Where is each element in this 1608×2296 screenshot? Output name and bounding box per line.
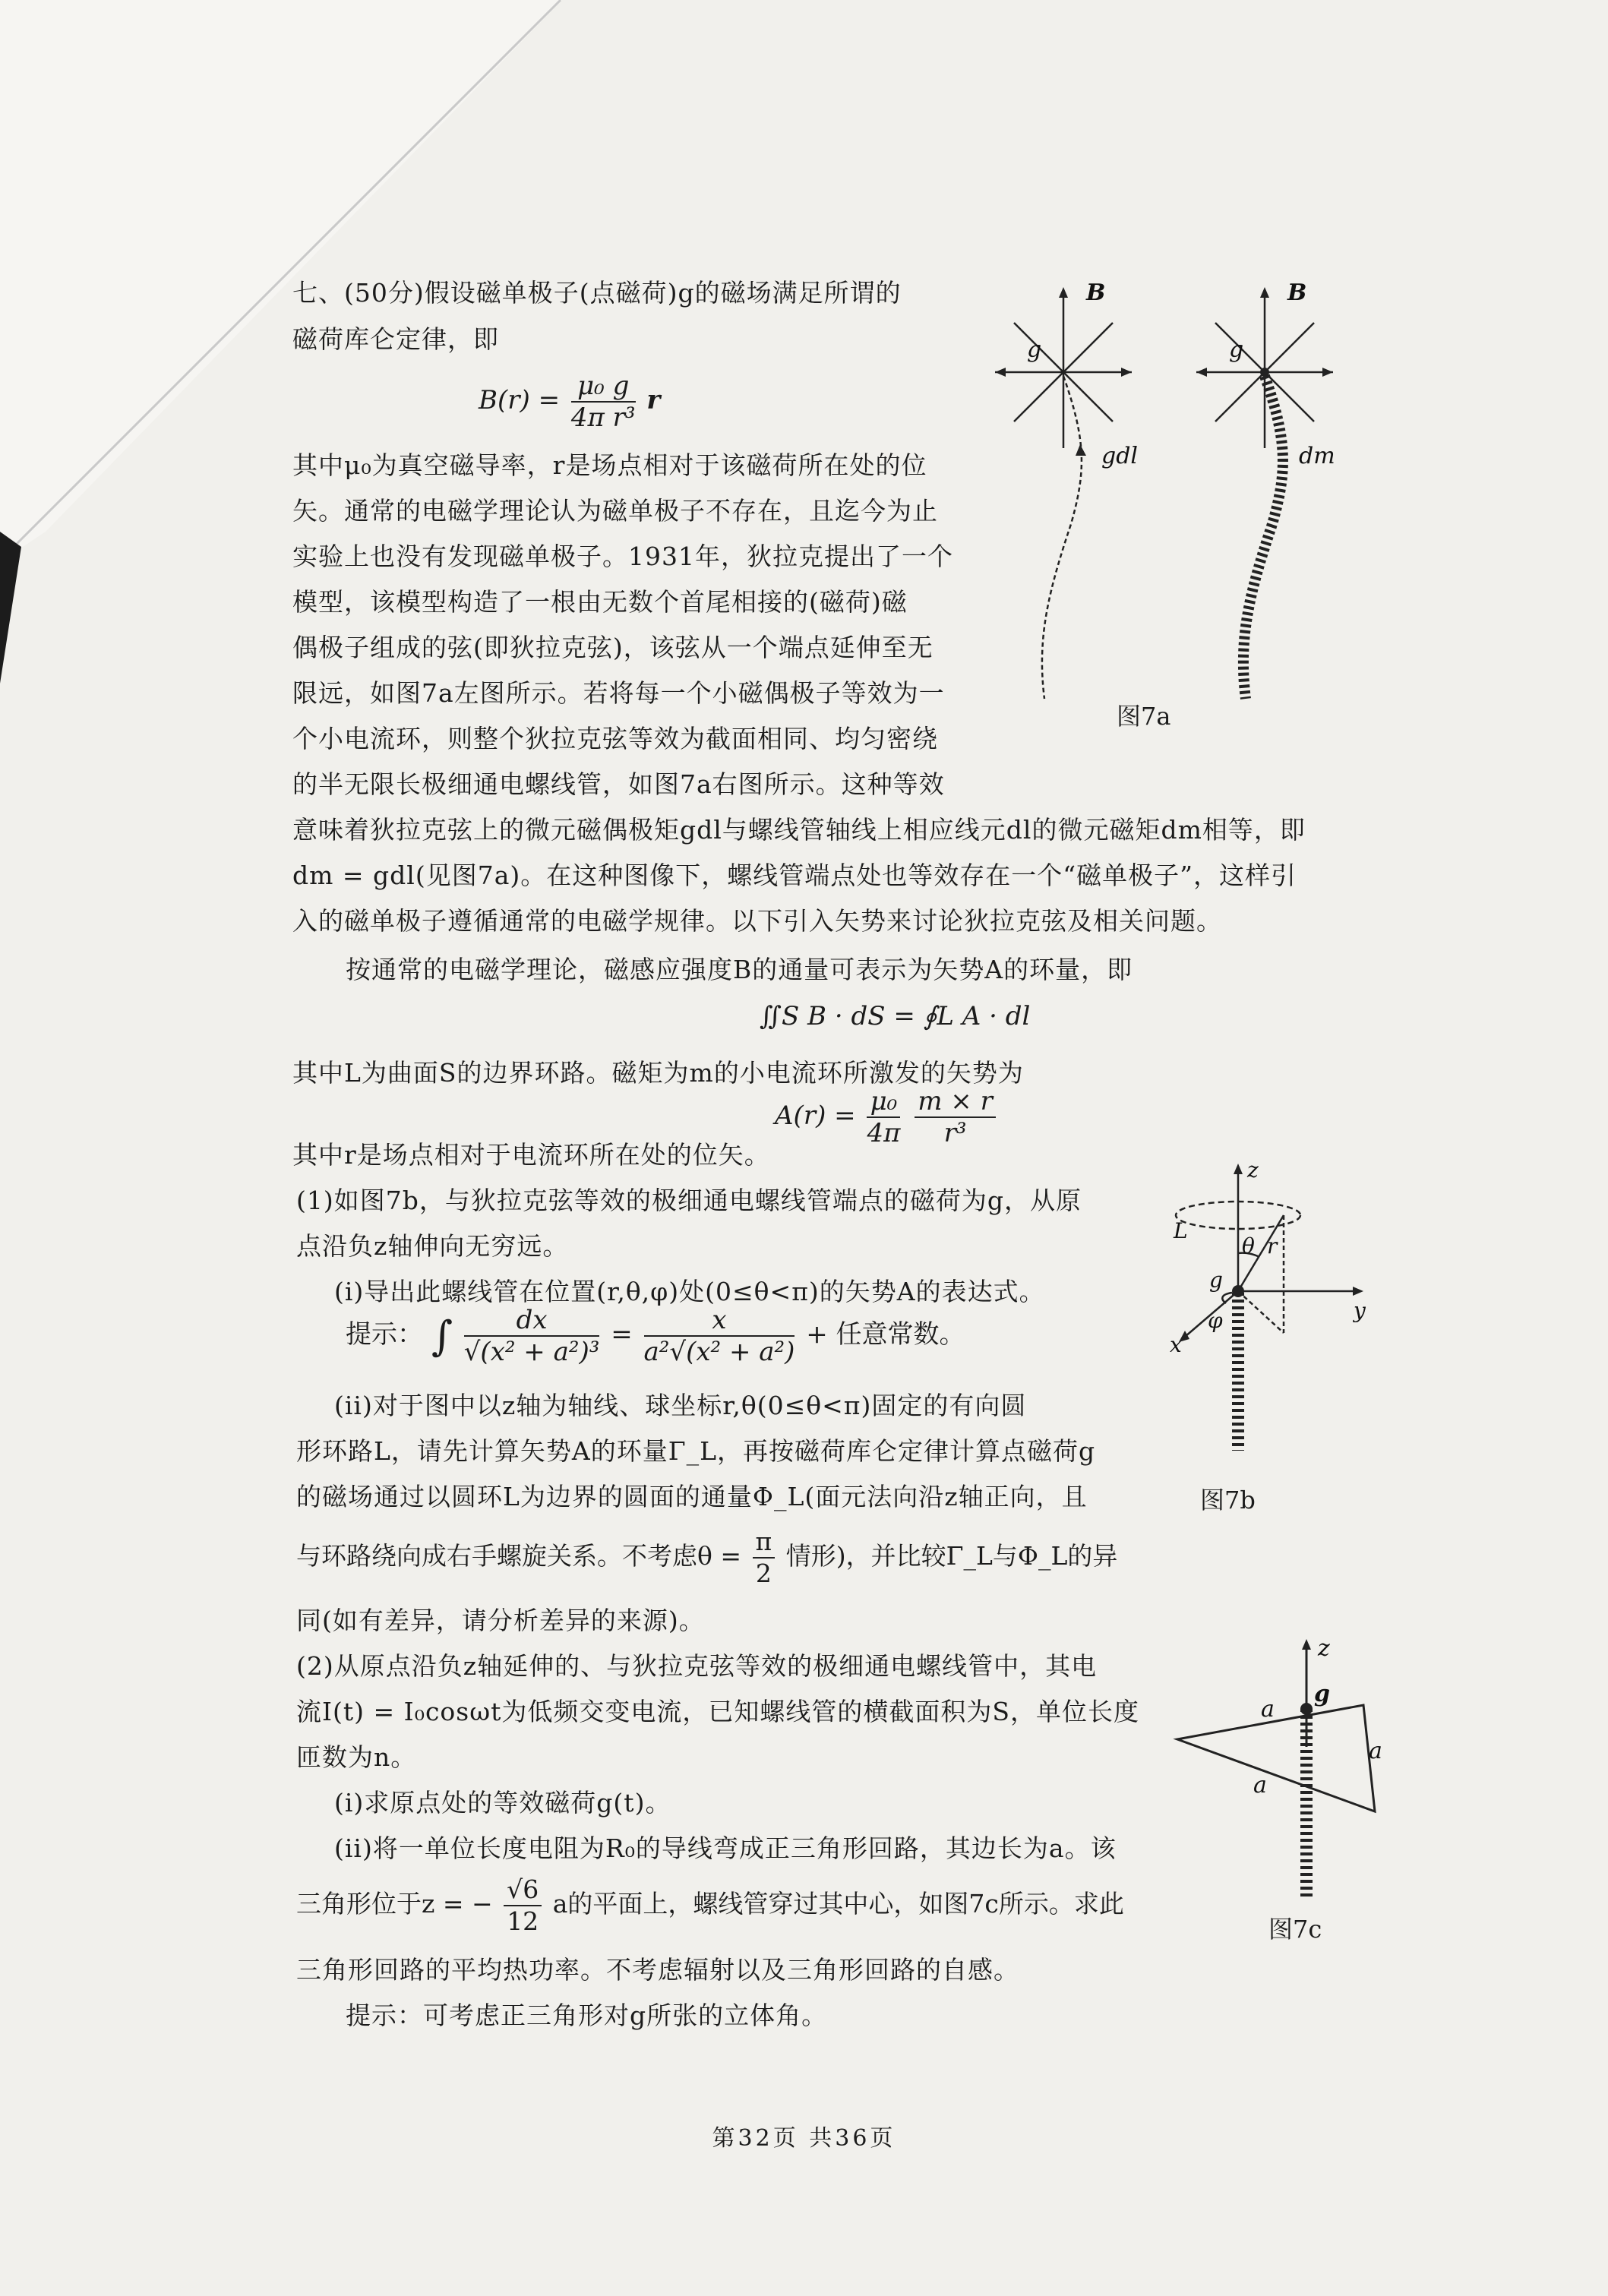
figure-7a bbox=[987, 273, 1337, 729]
fig7b-label-z: z bbox=[1247, 1162, 1259, 1183]
q1ii-line-4a: 与环路绕向成右手螺旋关系。不考虑θ = bbox=[296, 1541, 742, 1571]
equation-coulomb bbox=[479, 371, 660, 433]
q2ii-line-2 bbox=[296, 1874, 1124, 1937]
figure-7c bbox=[1162, 1633, 1413, 1906]
wide-line: 按通常的电磁学理论，磁感应强度B的通量可表示为矢势A的环量，即 bbox=[346, 955, 1133, 984]
fig7b-caption: 图7b bbox=[1200, 1486, 1256, 1514]
figure-7b bbox=[1162, 1162, 1367, 1458]
q2-line: (ii)将一单位长度电阻为R₀的导线弯成正三角形回路，其边长为a。该 bbox=[334, 1833, 1117, 1863]
eq3-numerator-1: μ₀ bbox=[867, 1086, 900, 1118]
intro-line: 实验上也没有发现磁单极子。1931年，狄拉克提出了一个 bbox=[292, 542, 953, 571]
fig7c-label-z: z bbox=[1318, 1635, 1330, 1662]
fig7a-label-g1: g bbox=[1027, 336, 1042, 363]
fig7a-label-B2: B bbox=[1287, 279, 1307, 306]
q1ii-line-4 bbox=[296, 1527, 1117, 1589]
after-eq2-line: 其中L为曲面S的边界环路。磁矩为m的小电流环所激发的矢势为 bbox=[292, 1058, 1024, 1088]
hint-1-fraction-2 bbox=[644, 1305, 795, 1367]
after-eq3-line: 其中r是场点相对于电流环所在处的位矢。 bbox=[292, 1140, 770, 1170]
wide-line: 意味着狄拉克弦上的微元磁偶极矩gdl与螺线管轴线上相应线元dl的微元磁矩dm相等，即 bbox=[292, 815, 1306, 845]
q2-line: (i)求原点处的等效磁荷g(t)。 bbox=[334, 1788, 671, 1818]
fig7c-label-g: g bbox=[1314, 1681, 1330, 1707]
hint-1-numerator-2: x bbox=[644, 1305, 795, 1337]
fig7c-caption: 图7c bbox=[1268, 1915, 1322, 1944]
fig7b-label-L: L bbox=[1174, 1218, 1188, 1243]
fig7b-label-y: y bbox=[1354, 1298, 1366, 1323]
intro-line: 的半无限长极细通电螺线管，如图7a右图所示。这种等效 bbox=[292, 769, 945, 799]
hint-1-numerator-1: dx bbox=[464, 1305, 600, 1337]
fig7b-label-theta: θ bbox=[1242, 1233, 1255, 1259]
q2ii-line-2b: a的平面上，螺线管穿过其中心，如图7c所示。求此 bbox=[552, 1889, 1124, 1919]
eq1-lhs: B(r) = bbox=[479, 385, 561, 415]
eq3-fraction-2 bbox=[915, 1086, 996, 1148]
page-footer: 第32页 共36页 bbox=[712, 2125, 896, 2152]
problem-line-2: 磁荷库仑定律，即 bbox=[292, 324, 499, 354]
eq1-tail: r bbox=[646, 385, 661, 415]
equation-vector-potential bbox=[775, 1086, 999, 1148]
eq1-numerator: μ₀ g bbox=[571, 371, 636, 403]
hint-1-fraction-1 bbox=[464, 1305, 600, 1367]
fig7a-label-dm: dm bbox=[1299, 443, 1335, 469]
problem-heading: 七、(50分)假设磁单极子(点磁荷)g的磁场满足所谓的 bbox=[292, 278, 902, 308]
fig7b-label-x: x bbox=[1170, 1332, 1182, 1357]
theta-pi-half-fraction bbox=[753, 1527, 776, 1589]
eq3-denominator-2: r³ bbox=[943, 1118, 967, 1148]
q2-line: (2)从原点沿负z轴延伸的、与狄拉克弦等效的极细通电螺线管中，其电 bbox=[296, 1651, 1098, 1681]
q2-line: 匝数为n。 bbox=[296, 1742, 417, 1772]
q1ii-line-5: 同(如有差异，请分析差异的来源)。 bbox=[296, 1606, 705, 1635]
q1ii-line: 形环路L，请先计算矢势A的环量Γ_L，再按磁荷库仑定律计算点磁荷g bbox=[296, 1436, 1096, 1466]
fig7b-label-phi: φ bbox=[1208, 1308, 1223, 1333]
twelve-denominator: 12 bbox=[507, 1906, 539, 1936]
fig7a-label-gdl: gdl bbox=[1101, 443, 1139, 469]
q1ii-line: 的磁场通过以圆环L为边界的圆面的通量Φ_L(面元法向沿z轴正向，且 bbox=[296, 1482, 1088, 1511]
fig7a-label-g2: g bbox=[1229, 336, 1244, 363]
fig7c-label-a-bottom: a bbox=[1253, 1772, 1267, 1799]
eq1-fraction bbox=[571, 371, 636, 433]
q1ii-line-4b: 情形)，并比较Γ_L与Φ_L的异 bbox=[785, 1541, 1118, 1571]
q1-line: 点沿负z轴伸向无穷远。 bbox=[296, 1231, 569, 1261]
intro-line: 模型，该模型构造了一根由无数个首尾相接的(磁荷)磁 bbox=[292, 587, 908, 617]
intro-line: 矢。通常的电磁学理论认为磁单极子不存在，且迄今为止 bbox=[292, 496, 938, 526]
sqrt6-numerator: √6 bbox=[504, 1874, 542, 1906]
fig7c-label-a-top: a bbox=[1261, 1696, 1275, 1723]
intro-line: 个小电流环，则整个狄拉克弦等效为截面相同、均匀密绕 bbox=[292, 724, 938, 753]
fig7b-label-g: g bbox=[1209, 1268, 1223, 1293]
q2ii-hint: 提示：可考虑正三角形对g所张的立体角。 bbox=[346, 2001, 828, 2030]
q1-line: (1)如图7b，与狄拉克弦等效的极细通电螺线管端点的磁荷为g，从原 bbox=[296, 1186, 1082, 1215]
intro-line: 其中μ₀为真空磁导率，r是场点相对于该磁荷所在处的位 bbox=[292, 450, 927, 480]
wide-line: 入的磁单极子遵循通常的电磁学规律。以下引入矢势来讨论狄拉克弦及相关问题。 bbox=[292, 906, 1222, 936]
hint-1-tail: + 任意常数。 bbox=[806, 1319, 965, 1350]
wide-line: dm = gdl(见图7a)。在这种图像下，螺线管端点处也等效存在一个“磁单极子”，这样引 bbox=[292, 861, 1297, 890]
pi-numerator: π bbox=[753, 1527, 776, 1559]
hint-1-integral bbox=[346, 1305, 965, 1367]
eq3-fraction-1 bbox=[867, 1086, 900, 1148]
eq3-lhs: A(r) = bbox=[775, 1101, 856, 1131]
sqrt6-over-12-fraction bbox=[504, 1874, 542, 1937]
pi-denominator: 2 bbox=[755, 1559, 772, 1588]
fig7a-label-B1: B bbox=[1086, 279, 1106, 306]
intro-line: 偶极子组成的弦(即狄拉克弦)，该弦从一个端点延伸至无 bbox=[292, 633, 934, 662]
q1ii-line: (ii)对于图中以z轴为轴线、球坐标r,θ(0≤θ<π)固定的有向圆 bbox=[334, 1391, 1027, 1420]
eq3-numerator-2: m × r bbox=[915, 1086, 996, 1118]
equation-flux-circulation: ∬S B · dS = ∮L A · dl bbox=[760, 1001, 1031, 1031]
hint-1-denominator-2: a²√(x² + a²) bbox=[643, 1337, 795, 1367]
hint-1-equals: = bbox=[611, 1319, 633, 1350]
fig7a-caption: 图7a bbox=[1117, 702, 1171, 731]
q2ii-line-2a: 三角形位于z = − bbox=[296, 1889, 493, 1919]
q2-line: 流I(t) = I₀cosωt为低频交变电流，已知螺线管的横截面积为S，单位长度 bbox=[296, 1697, 1140, 1726]
integral-sign: ∫ bbox=[431, 1312, 453, 1360]
hint-1-denominator-1: √(x² + a²)³ bbox=[463, 1337, 600, 1367]
hint-1-label: 提示： bbox=[346, 1319, 423, 1350]
q1-line: (i)导出此螺线管在位置(r,θ,φ)处(0≤θ<π)的矢势A的表达式。 bbox=[334, 1277, 1045, 1306]
eq3-denominator-1: 4π bbox=[867, 1118, 901, 1148]
intro-line: 限远，如图7a左图所示。若将每一个小磁偶极子等效为一 bbox=[292, 678, 945, 708]
fig7c-label-a-right: a bbox=[1369, 1738, 1382, 1764]
q2ii-line-3: 三角形回路的平均热功率。不考虑辐射以及三角形回路的自感。 bbox=[296, 1955, 1019, 1985]
fig7b-label-r: r bbox=[1267, 1233, 1278, 1259]
eq1-denominator: 4π r³ bbox=[570, 403, 636, 433]
